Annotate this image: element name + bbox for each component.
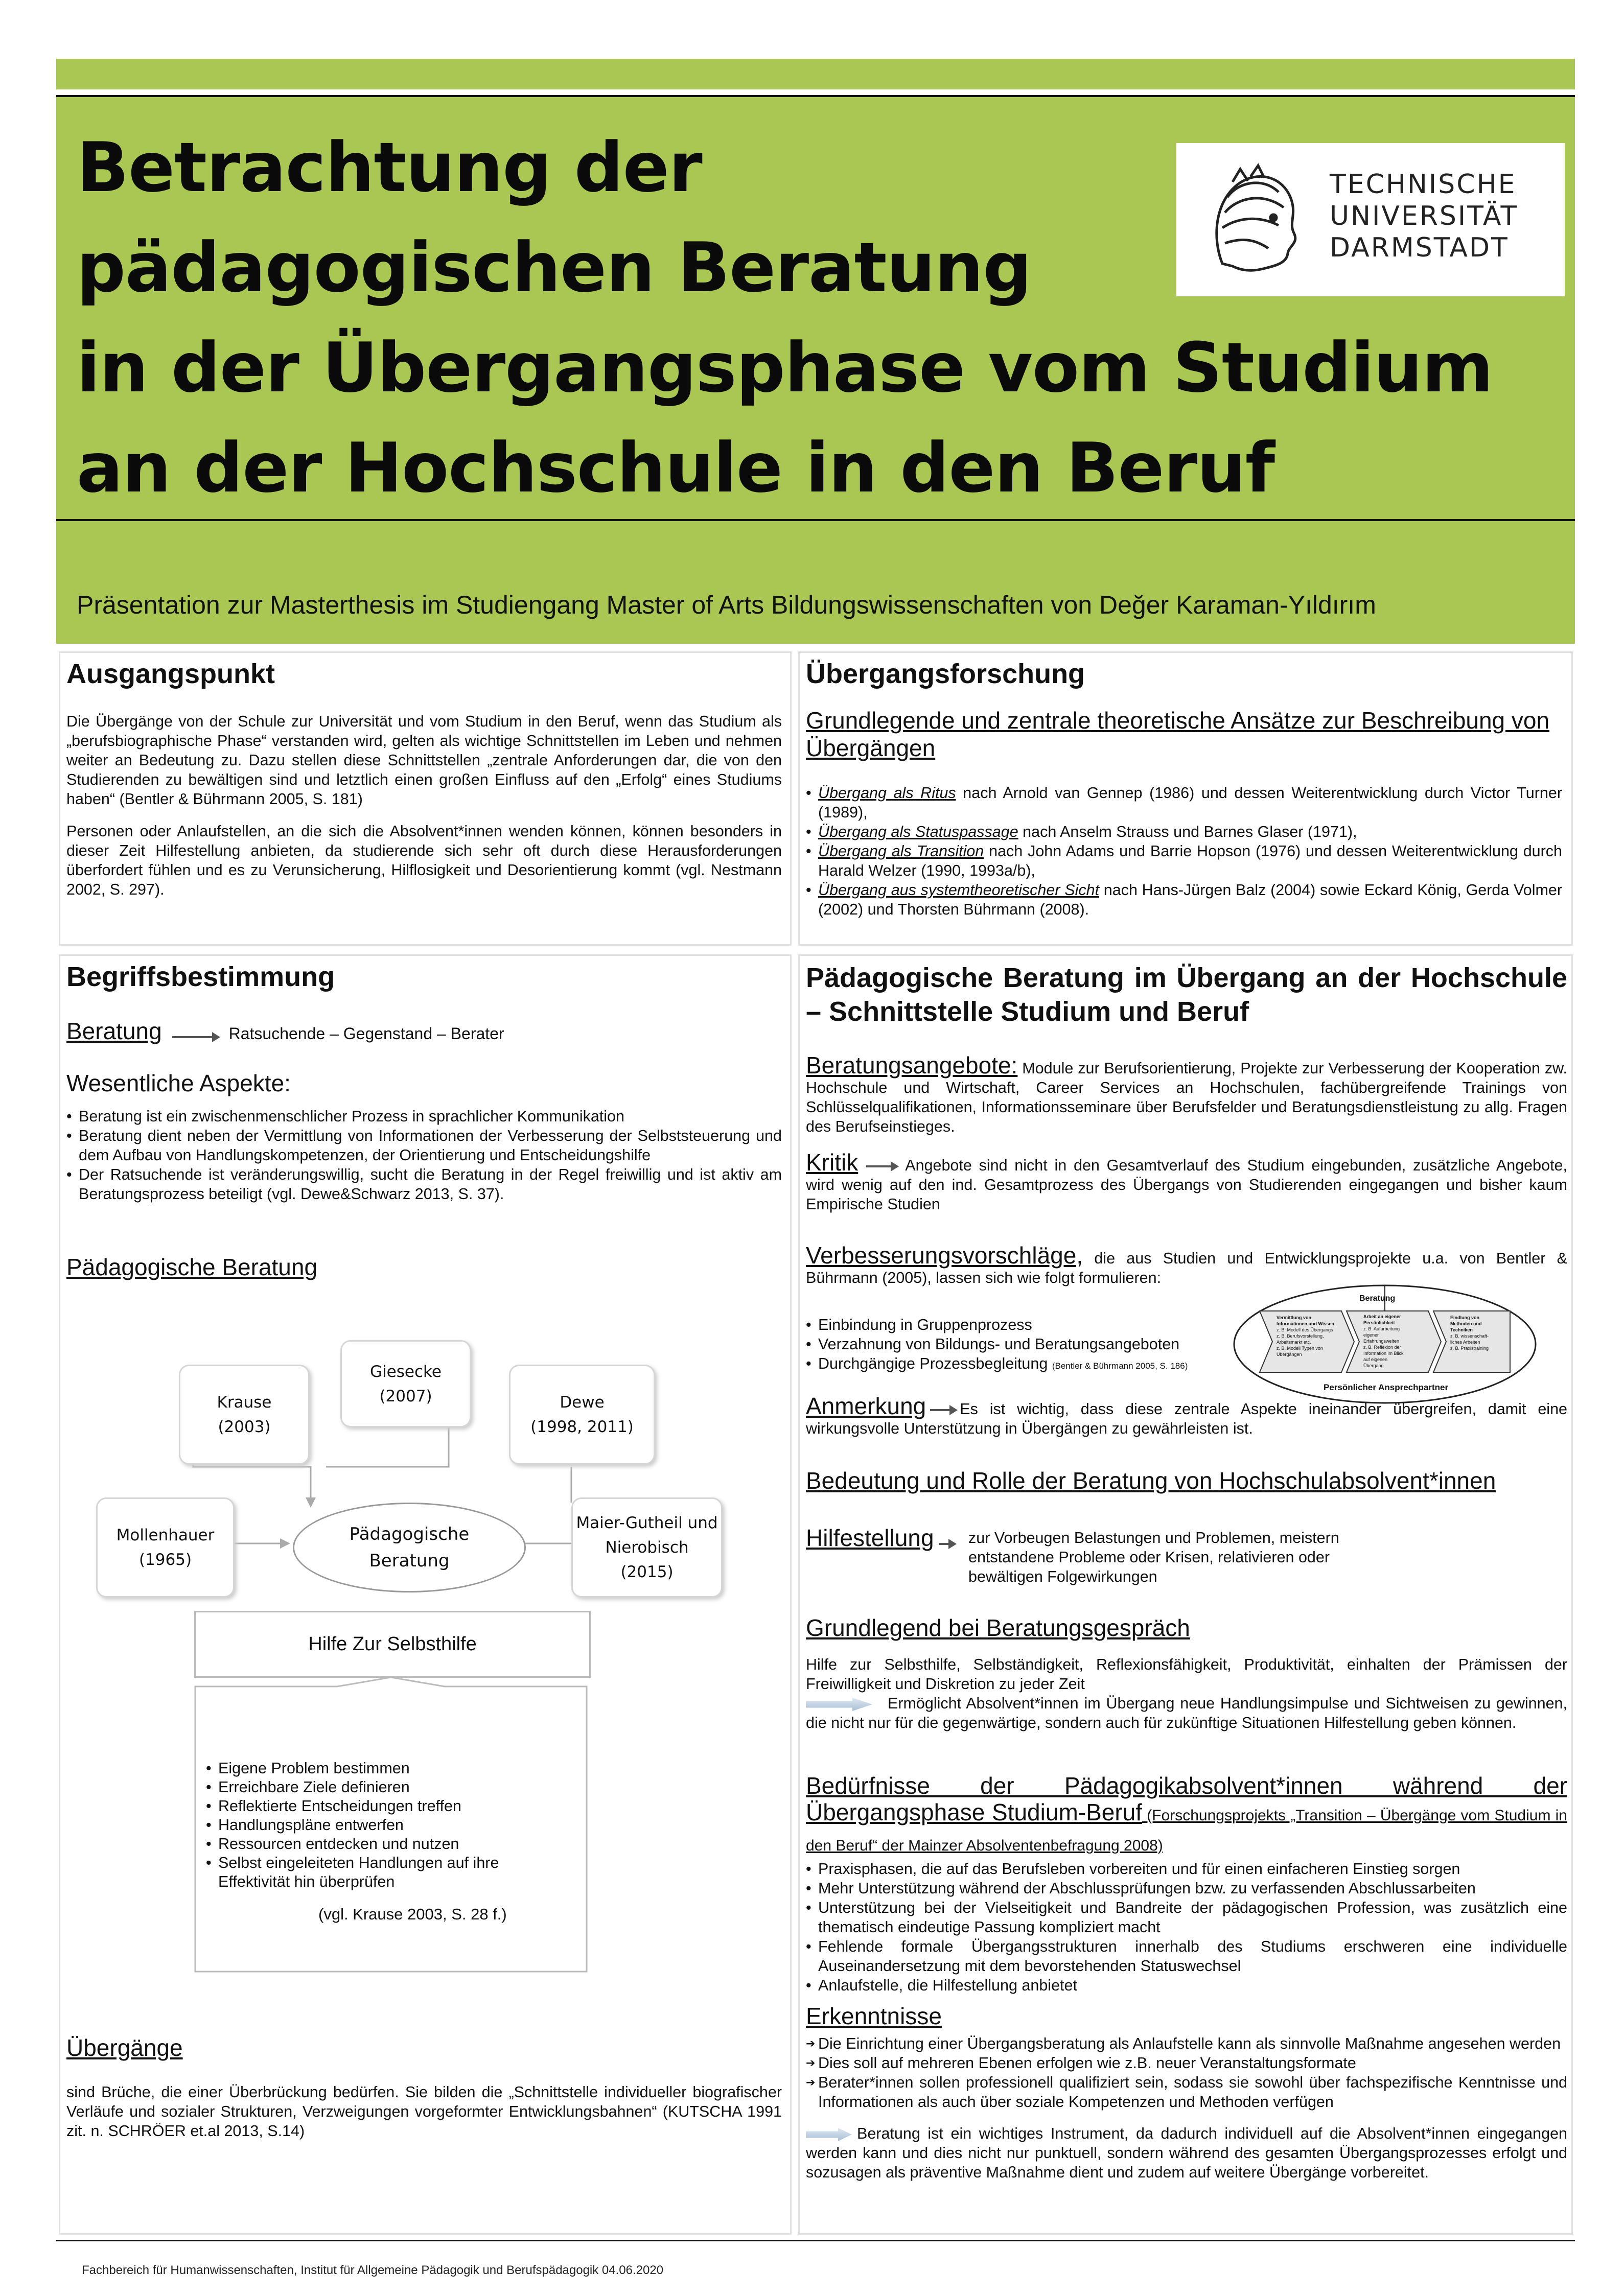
header-rule-bottom: [56, 519, 1575, 521]
figure-col-1: Vermittlung von Informationen und Wissen z. B. Modell des Übergangs z. B. Berufsvorstellung, Arbeitsmarkt etc. z. B. Modell Typen von Übergängen: [1277, 1315, 1334, 1357]
uebergaenge-text: sind Brüche, die einer Überbrückung bedürfen. Sie bilden die „Schnittstelle individueller biografischer Verläufe und sozialer Strukturen, Verzweigungen vorgeformter Entwicklungsbahnen“ (KUTSCHA 1991 zit. n. SCHRÖER et.al 2013, S.14): [66, 2083, 782, 2140]
uebergangsforschung-panel: [798, 651, 1573, 946]
erkenntnisse-list: [806, 2034, 1567, 2112]
arrow-icon: [939, 1543, 955, 1545]
list-item: • Der Ratsuchende ist veränderungswillig, sucht die Beratung in der Regel freiwillig und ist aktiv am Beratungsprozess beteiligt (vgl. Dewe&Schwarz 2013, S. 37).: [66, 1165, 782, 1204]
poster-title: Betrachtung der pädagogischen Beratung in der Übergangsphase vom Studium an der Hochschule in den Beruf: [77, 128, 1493, 508]
anmerkung-text: Anmerkung Es ist wichtig, dass diese zentrale Aspekte ineinander übergreifen, damit eine wirkungsvolle Unterstützung in Übergängen zu gewährleisten ist.: [806, 1393, 1567, 1437]
list-item: • Beratung ist ein zwischenmenschlicher Prozess in sprachlicher Kommunikation: [66, 1107, 782, 1126]
poster-header: [56, 97, 1575, 644]
krause-citation: (vgl. Krause 2003, S. 28 f.): [318, 1905, 507, 1923]
uebergangsforschung-heading: Übergangsforschung: [806, 659, 1085, 689]
author-box-mollenhauer: Mollenhauer (1965): [96, 1497, 235, 1598]
list-item: • Selbst eingeleiteten Handlungen auf ihre Effektivität hin überprüfen: [206, 1854, 504, 1891]
list-item: • Fehlende formale Übergangsstrukturen innerhalb des Studiums erschweren eine individuelle Auseinandersetzung mit dem bevorstehenden Statuswechsel: [806, 1937, 1567, 1976]
hilfestellung-label-row: Hilfestellung: [806, 1524, 960, 1552]
list-item: • Übergang als Statuspassage nach Anselm Strauss und Barnes Glaser (1971),: [806, 822, 1562, 841]
paedagogische-beratung-panel: [798, 954, 1573, 2235]
logo-text: TECHNISCHE UNIVERSITÄT DARMSTADT: [1330, 169, 1519, 263]
athena-head-icon: [1202, 161, 1304, 279]
list-item: • Ressourcen entdecken und nutzen: [206, 1835, 564, 1854]
list-item: • Verzahnung von Bildungs- und Beratungsangeboten: [806, 1334, 1266, 1354]
figure-col-2: Arbeit an eigener Persönlichkeit z. B. Aufarbeitung eigener Erfahrungswelten z. B. Reflexion der Information im Blick auf eigenen Übergang: [1363, 1314, 1404, 1368]
block-arrow-icon: [806, 2128, 852, 2141]
block-arrow-icon: [806, 1698, 872, 1711]
author-box-maier-gutheil: Maier-Gutheil und Nierobisch (2015): [571, 1497, 723, 1598]
grundlegend-heading: Grundlegend bei Beratungsgespräch: [806, 1614, 1190, 1641]
bedeutung-heading: Bedeutung und Rolle der Beratung von Hochschulabsolvent*innen: [806, 1467, 1496, 1494]
aspekte-heading: Wesentliche Aspekte:: [66, 1070, 291, 1096]
footer-text: Fachbereich für Humanwissenschaften, Institut für Allgemeine Pädagogik und Berufspädagogik 04.06.2020: [82, 2263, 664, 2277]
uebergangsforschung-list: [806, 783, 1562, 919]
begriffsbestimmung-heading: Begriffsbestimmung: [66, 962, 335, 992]
list-item: ➔ Berater*innen sollen professionell qualifiziert sein, sodass sie sowohl über fachspezifische Kenntnisse und Informationen als auch über soziale Kompetenzen und Methoden verfügen: [806, 2073, 1567, 2112]
ausgangspunkt-p1: Die Übergänge von der Schule zur Universität und vom Studium in den Beruf, wenn das Studium als „berufsbiographische Phase“ verstanden wird, gelten als wichtige Schnittstellen im Leben und nehmen weiter an Bedeutung zu. Dazu stellen diese Schnittstellen „zentrale Anforderungen dar, die von den Studierenden zu bewältigen sind und letztlich einen großen Einfluss auf den „Erfolg“ eines Studiums haben“ (Bentler & Bührmann 2005, S. 181): [66, 713, 782, 808]
tu-darmstadt-logo: [1176, 143, 1565, 296]
list-item: • Durchgängige Prozessbegleitung (Bentler & Bührmann 2005, S. 186): [806, 1354, 1266, 1376]
beratung-figure: [1232, 1283, 1538, 1405]
list-item: • Beratung dient neben der Vermittlung von Informationen der Verbesserung der Selbststeuerung und dem Aufbau von Handlungskompetenzen, der Orientierung und Entscheidungshilfe: [66, 1126, 782, 1165]
kritik-text: Kritik Angebote sind nicht in den Gesamtverlauf des Studium eingebunden, zusätzliche Angebote, wird wenig auf den ind. Gesamtprozess des Übergangs von Studierenden eingegangen und bisher kaum Empirische Studien: [806, 1149, 1567, 1213]
list-item: • Mehr Unterstützung während der Abschlussprüfungen bzw. zu verfassenden Abschlussarbeiten: [806, 1879, 1567, 1898]
diagram-center-node: Pädagogische Beratung: [293, 1503, 526, 1592]
beduerfnisse-list: [806, 1859, 1567, 1995]
author-box-giesecke: Giesecke (2007): [340, 1340, 471, 1427]
list-item: • Praxisphasen, die auf das Berufsleben vorbereiten und für einen einfacheren Einstieg sorgen: [806, 1859, 1567, 1879]
figure-bottom-label: Persönlicher Ansprechpartner: [1324, 1383, 1449, 1392]
uebergaenge-heading: Übergänge: [66, 2034, 183, 2061]
verbesserung-text: Verbesserungsvorschläge, die aus Studien und Entwicklungsprojekte u.a. von Bentler & Bührmann (2005), lassen sich wie folgt formulieren:: [806, 1242, 1567, 1286]
hilfestellung-text: zur Vorbeugen Belastungen und Problemen, meistern entstandene Probleme oder Krisen, relativieren oder bewältigen Folgewirkungen: [968, 1529, 1339, 1585]
list-item: • Unterstützung bei der Vielseitigkeit und Bandreite der pädagogischen Profession, was zusätzlich eine thematisch eindeutige Passung kompliziert macht: [806, 1898, 1567, 1937]
ausgangspunkt-heading: Ausgangspunkt: [66, 659, 275, 689]
erkenntnisse-text: Beratung ist ein wichtiges Instrument, da dadurch individuell auf die Absolvent*innen eingegangen werden kann und dies nicht nur punktuell, sondern während des gesamten Übergangsprozesses erfolgt und sozusagen als präventive Maßnahme dient und zudem auf weitere Übergänge vorbereitet.: [806, 2125, 1567, 2181]
beratungsangebote-text: Beratungsangebote: Module zur Berufsorientierung, Projekte zur Verbesserung der Kooperation zw. Hochschule und Wirtschaft, Career Services an Hochschulen, fachübergreifende Trainings von Schlüsselqualifikationen, Informationsseminare über Berufsfelder und Beratungsdienstleistung zu allg. Fragen des Berufseinstieges.: [806, 1052, 1567, 1135]
top-accent-bar: [56, 59, 1575, 89]
hilfe-zur-selbsthilfe-box: Hilfe Zur Selbsthilfe: [194, 1611, 591, 1678]
beduerfnisse-heading: Bedürfnisse der Pädagogikabsolvent*innen während der Übergangsphase Studium-Beruf (Forschungsprojekts „Transition – Übergänge vom Studium in den Beruf“ der Mainzer Absolventenbefragung 2008): [806, 1772, 1567, 1854]
list-item: • Einbindung in Gruppenprozess: [806, 1315, 1266, 1334]
figure-col-3: Eindlung von Methoden und Techniken z. B. wissenschaft- liches Arbeiten z. B. Praxistraining: [1450, 1315, 1489, 1351]
list-item: • Übergang als Transition nach John Adams und Barrie Hopson (1976) und dessen Weiterentwicklung durch Harald Welzer (1990, 1993a/b),: [806, 841, 1562, 880]
list-item: ➔ Dies soll auf mehreren Ebenen erfolgen wie z.B. neuer Veranstaltungsformate: [806, 2053, 1567, 2073]
author-box-krause: Krause (2003): [179, 1365, 310, 1465]
erkenntnisse-heading: Erkenntnisse: [806, 2003, 942, 2029]
poster-subtitle: Präsentation zur Masterthesis im Studiengang Master of Arts Bildungswissenschaften von Değer Karaman-Yıldırım: [77, 591, 1376, 619]
ausgangspunkt-p2: Personen oder Anlaufstellen, an die sich die Absolvent*innen wenden können, können besonders in dieser Zeit Hilfestellung anbieten, da studierende sich sehr oft durch diese Herausforderungen überfordert fühlen und es zu Verunsicherung, Hilflosigkeit und Desorientierung kommt (vgl. Nestmann 2002, S. 297).: [66, 823, 782, 898]
hilfe-list: [206, 1759, 564, 1891]
author-box-dewe: Dewe (1998, 2011): [509, 1365, 655, 1465]
list-item: ➔ Die Einrichtung einer Übergangsberatung als Anlaufstelle kann als sinnvolle Maßnahme angesehen werden: [806, 2034, 1567, 2053]
list-item: • Reflektierte Entscheidungen treffen: [206, 1797, 564, 1816]
paed-beratung-main-heading: Pädagogische Beratung im Übergang an der Hochschule – Schnittstelle Studium und Beruf: [806, 963, 1567, 1027]
ausgangspunkt-panel: [59, 651, 792, 946]
begriffsbestimmung-panel: [59, 954, 792, 2235]
grundlegend-text: Hilfe zur Selbsthilfe, Selbständigkeit, Reflexionsfähigkeit, Produktivität, einhalten der Prämissen der Freiwilligkeit und Diskretion zu jeder Zeit: [806, 1656, 1567, 1693]
list-item: • Anlaufstelle, die Hilfestellung anbietet: [806, 1976, 1567, 1995]
list-item: • Übergang als Ritus nach Arnold van Gennep (1986) und dessen Weiterentwicklung durch Victor Turner (1989),: [806, 783, 1562, 822]
arrow-icon: [930, 1409, 956, 1411]
arrow-icon: [866, 1165, 897, 1167]
beratung-relation: Beratung Ratsuchende – Gegenstand – Berater: [66, 1018, 504, 1044]
list-item: • Übergang aus systemtheoretischer Sicht nach Hans-Jürgen Balz (2004) sowie Eckard König, Gerda Volmer (2002) und Thorsten Bührmann (2008).: [806, 880, 1562, 919]
figure-top-label: Beratung: [1359, 1294, 1396, 1303]
list-item: • Erreichbare Ziele definieren: [206, 1778, 564, 1797]
list-item: • Eigene Problem bestimmen: [206, 1759, 564, 1778]
footer-rule: [56, 2240, 1575, 2241]
list-item: • Handlungspläne entwerfen: [206, 1816, 564, 1835]
paed-beratung-heading: Pädagogische Beratung: [66, 1254, 318, 1280]
uebergangsforschung-subheading: Grundlegende und zentrale theoretische Ansätze zur Beschreibung von Übergängen: [806, 707, 1550, 761]
grundlegend-text-2: Ermöglicht Absolvent*innen im Übergang neue Handlungsimpulse und Sichtweisen zu gewinnen, die nicht nur für die gegenwärtige, sondern auch für zukünftige Situationen Hilfestellung geben können.: [806, 1695, 1567, 1731]
verbesserung-list: [806, 1315, 1266, 1376]
